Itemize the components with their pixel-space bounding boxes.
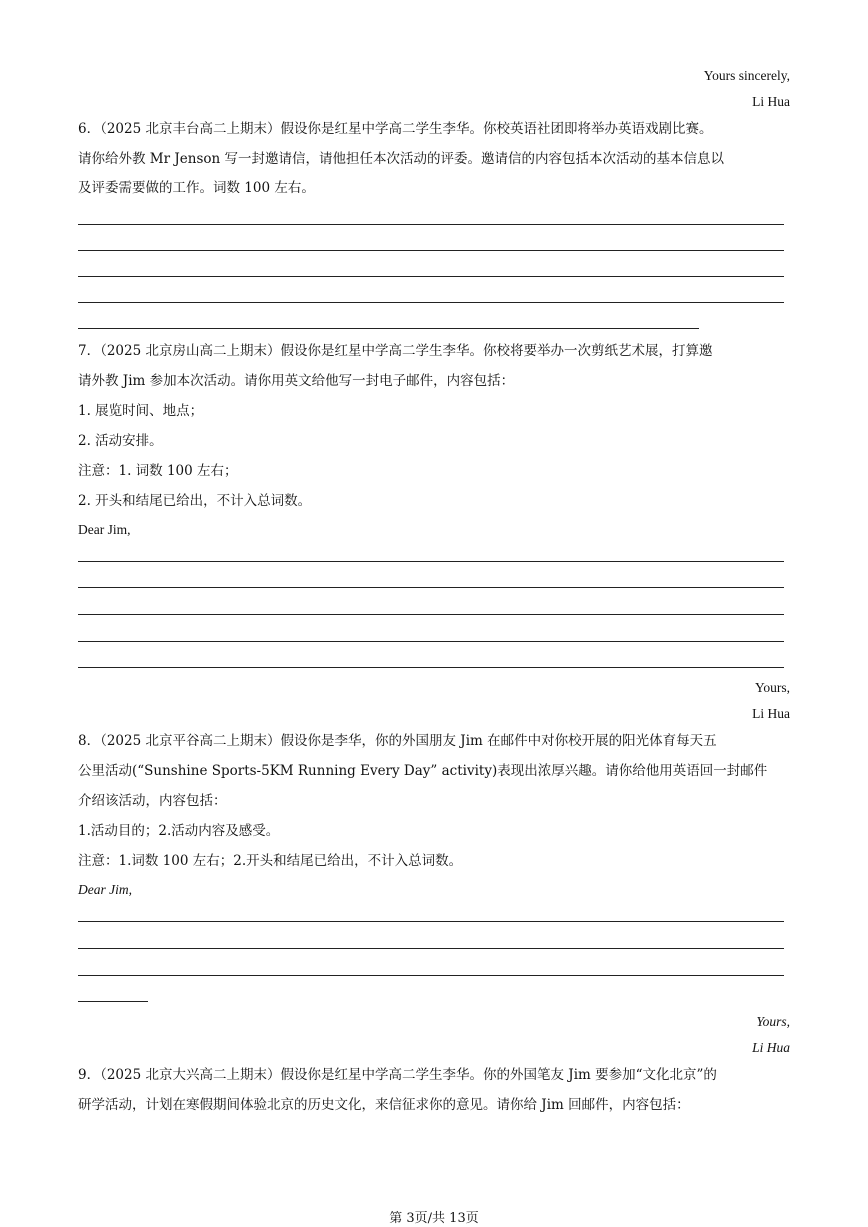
q8-note: 注意：1.词数 100 左右；2.开头和结尾已给出，不计入总词数。 (78, 853, 463, 869)
q7-signature: Li Hua (752, 706, 790, 721)
q8-text-line2: 公里活动(“Sunshine Sports-5KM Running Every Day” activity)表现出浓厚兴趣。请你给他用英语回一封邮件 (78, 763, 768, 779)
q8-closing: Yours, (756, 1014, 790, 1029)
q8-text-line3: 介绍该活动，内容包括： (78, 793, 227, 809)
q9-text-line1: 9．（2025 北京大兴高二上期末）假设你是红星中学高二学生李华。你的外国笔友 Jim 要参加“文化北京”的 (78, 1067, 717, 1083)
answer-line (78, 1001, 148, 1002)
q7-note2: 2. 开头和结尾已给出，不计入总词数。 (78, 493, 312, 509)
q7-greeting: Dear Jim, (78, 522, 131, 537)
answer-line (78, 250, 784, 251)
q8-text-line1: 8．（2025 北京平谷高二上期末）假设你是李华，你的外国朋友 Jim 在邮件中对你校开展的阳光体育每天五 (78, 733, 717, 749)
q8-items: 1.活动目的；2.活动内容及感受。 (78, 823, 280, 839)
answer-line (78, 975, 784, 976)
q5-closing: Yours sincerely, (703, 68, 790, 83)
answer-line (78, 587, 784, 588)
q8-signature: Li Hua (752, 1040, 790, 1055)
q7-item1: 1. 展览时间、地点； (78, 403, 204, 419)
q7-text-line1: 7．（2025 北京房山高二上期末）假设你是红星中学高二学生李华。你校将要举办一次剪纸艺术展，打算邀 (78, 343, 713, 359)
q7-text-line2: 请外教 Jim 参加本次活动。请你用英文给他写一封电子邮件，内容包括： (78, 373, 515, 389)
answer-line (78, 948, 784, 949)
answer-line (78, 276, 784, 277)
answer-line (78, 641, 784, 642)
answer-line (78, 561, 784, 562)
q7-closing: Yours, (754, 680, 790, 695)
q6-text-line2: 请你给外教 Mr Jenson 写一封邀请信，请他担任本次活动的评委。邀请信的内容包括本次活动的基本信息以 (78, 151, 724, 167)
answer-line (78, 667, 784, 668)
q6-text-line3: 及评委需要做的工作。词数 100 左右。 (78, 180, 315, 196)
q5-signature: Li Hua (752, 94, 790, 109)
answer-line (78, 302, 784, 303)
answer-line (78, 224, 784, 225)
answer-line (78, 921, 784, 922)
q7-note1: 注意：1. 词数 100 左右； (78, 463, 238, 479)
q9-text-line2: 研学活动，计划在寒假期间体验北京的历史文化，来信征求你的意见。请你给 Jim 回邮件，内容包括： (78, 1097, 690, 1113)
q6-text-line1: 6．（2025 北京丰台高二上期末）假设你是红星中学高二学生李华。你校英语社团即将举办英语戏剧比赛。 (78, 121, 713, 137)
q8-greeting: Dear Jim, (78, 882, 132, 897)
q7-item2: 2. 活动安排。 (78, 433, 163, 449)
answer-line (78, 328, 699, 329)
page-number: 第 3页/共 13页 (389, 1211, 479, 1226)
answer-line (78, 614, 784, 615)
